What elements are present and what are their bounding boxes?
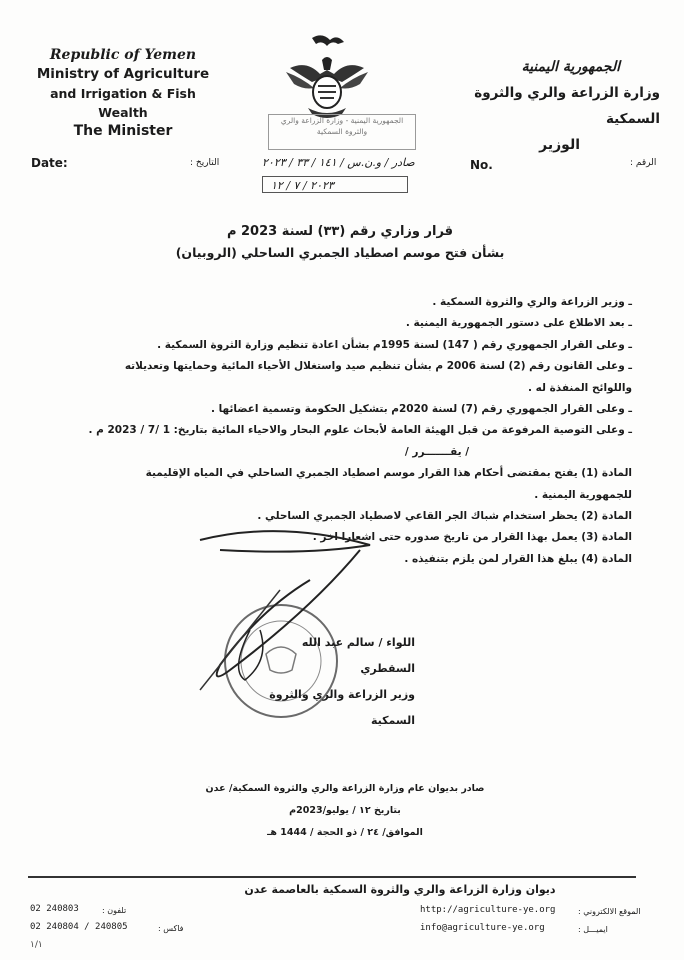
footer-fax: 02 240804 / 240805 xyxy=(30,922,128,932)
body-line: واللوائح المنفذة له . xyxy=(527,381,632,394)
header-en-republic: Republic of Yemen xyxy=(49,47,197,63)
decides-heading: / يقـــــــرر / xyxy=(404,445,470,458)
issue-date-gregorian: بتاريخ ١٢ / يوليو/2023م xyxy=(289,805,401,816)
article-line: للجمهورية اليمنية . xyxy=(534,488,632,501)
date-label-en: Date: xyxy=(31,156,68,170)
footer-divider xyxy=(28,876,636,878)
footer-website-label: الموقع الالكتروني : xyxy=(578,907,641,916)
body-line: ـ وعلى التوصية المرفوعة من قبل الهيئة العامة لأبحاث علوم البحار والاحياء المائية بتاريخ: 1 /7 / 2023 م . xyxy=(88,424,632,437)
header-ar-republic: الجمهورية اليمنية xyxy=(521,59,620,75)
footer-website-link[interactable]: http://agriculture-ye.org xyxy=(420,905,556,915)
no-label-en: No. xyxy=(470,158,493,172)
header-en-ministry: Ministry of Agriculture xyxy=(36,66,210,82)
page-number-mark: ١/١ xyxy=(30,940,43,950)
article-line: المادة (3) يعمل بهذا القرار من تاريخ صدوره حتى اشعارا اخر . xyxy=(312,531,632,544)
decree-title-subject: بشأن فتح موسم اصطياد الجمبري الساحلي (الروبيان) xyxy=(175,245,505,260)
footer-email-label: ايميـــل : xyxy=(578,925,608,934)
body-line: ـ وزير الزراعة والري والثروة السمكية . xyxy=(432,296,632,308)
footer-phone-label: تلفون : xyxy=(102,906,127,915)
signature-block xyxy=(250,630,415,734)
header-english xyxy=(28,46,218,141)
issue-place: صادر بديوان عام وزارة الزراعة والري والثروة السمكية/ عدن xyxy=(205,783,485,794)
footer-title: ديوان وزارة الزراعة والري والثروة السمكية بالعاصمة عدن xyxy=(244,883,556,896)
signatory-title: وزير الزراعة والري والثروة السمكية xyxy=(269,688,415,727)
body-line: ـ بعد الاطلاع على دستور الجمهورية اليمنية . xyxy=(405,317,632,330)
handwritten-date: ٢٠٢٣ / ٧ / ١٢ xyxy=(262,176,408,193)
header-en-ministry-2: and Irrigation & Fish Wealth xyxy=(50,86,196,120)
yemen-eagle-emblem-icon xyxy=(282,30,372,125)
article-line: المادة (4) يبلغ هذا القرار لمن يلزم بتنفيذه . xyxy=(404,552,632,565)
header-ar-ministry: وزارة الزراعة والري والثروة السمكية xyxy=(474,85,660,127)
footer-phone: 02 240803 xyxy=(30,904,79,914)
body-line: ـ وعلى القرار الجمهوري رقم (7) لسنة 2020م بتشكيل الحكومة وتسمية اعضائها . xyxy=(210,402,632,415)
date-label-ar: التاريخ : xyxy=(190,158,220,168)
issue-date-hijri: الموافق/ ٢٤ / ذو الحجة / 1444 هـ xyxy=(267,827,423,838)
header-ar-minister: الوزير xyxy=(539,137,580,153)
no-label-ar: الرقم : xyxy=(630,158,657,168)
ministry-stamp xyxy=(268,114,416,150)
decree-title-number: قرار وزاري رقم (٣٣) لسنة 2023 م xyxy=(226,224,454,239)
footer-fax-label: فاكس : xyxy=(158,924,184,933)
footer-email-link[interactable]: info@agriculture-ye.org xyxy=(420,923,545,933)
ministry-stamp-text: الجمهورية اليمنية - وزارة الزراعة والري والثروة السمكية xyxy=(280,116,404,136)
signatory-name: اللواء / سالم عبد الله السقطري xyxy=(301,636,415,675)
issue-info xyxy=(180,778,510,844)
body-line: ـ وعلى القانون رقم (2) لسنة 2006 م بشأن تنظيم صيد واستغلال الأحياء المائية وحمايتها وتعديلاته xyxy=(124,360,632,373)
article-line: المادة (2) يحظر استخدام شباك الجر القاعي لاصطياد الجمبري الساحلي . xyxy=(257,509,632,522)
handwritten-reference-number: صادر / و.ن.س / ١٤١ / ٣٣ / ٢٠٢٣ xyxy=(262,156,415,169)
article-line: المادة (1) يفتح بمقتضى أحكام هذا القرار موسم اصطياد الجمبري الساحلي في المياه الإقليمية xyxy=(145,467,632,480)
header-en-minister: The Minister xyxy=(73,123,173,139)
body-line: ـ وعلى القرار الجمهوري رقم ( 147) لسنة 1995م بشأن اعادة تنظيم وزارة الثروة السمكية . xyxy=(157,338,632,351)
header-arabic xyxy=(420,54,660,158)
decree-title xyxy=(140,222,540,264)
